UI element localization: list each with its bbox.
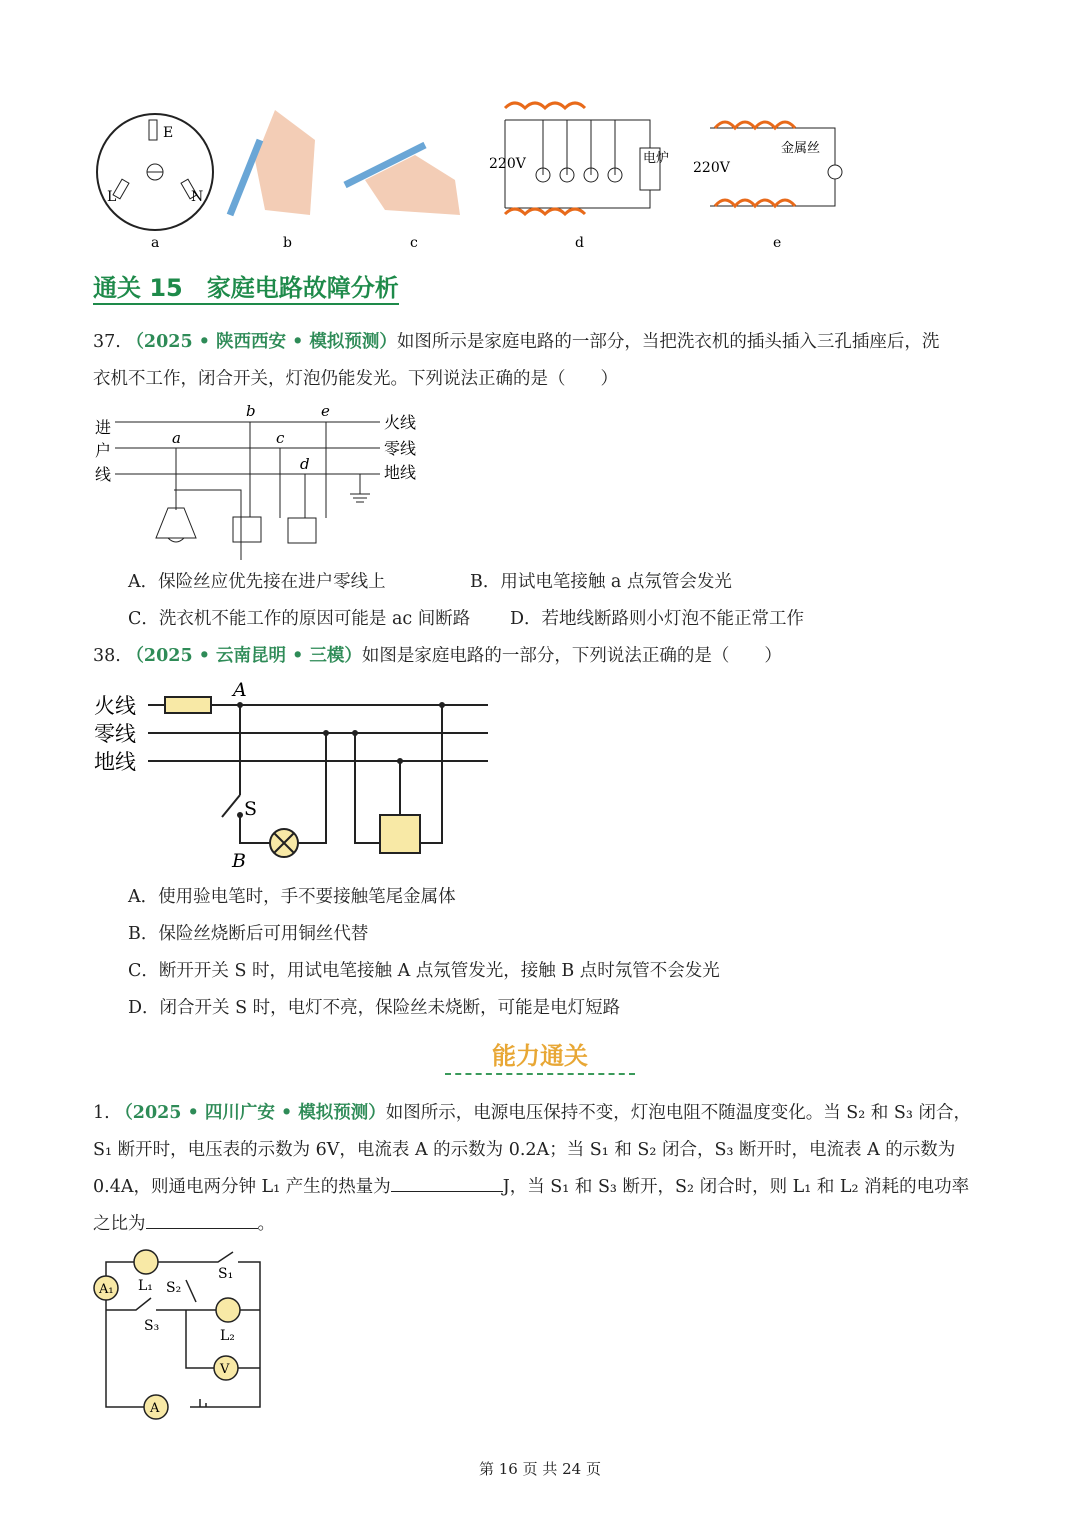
diagram-label: a <box>172 429 181 447</box>
diagram-label: 220V <box>489 156 526 172</box>
diagram-label: a <box>151 235 160 251</box>
diagram-shape <box>106 1252 260 1407</box>
diagram-shape <box>505 103 585 108</box>
diagram-label: S <box>244 798 258 820</box>
diagram-shape <box>439 702 445 708</box>
three-pin-socket <box>97 114 213 230</box>
section-title: 通关 15 家庭电路故障分析 <box>93 268 399 305</box>
diagram-label: S₁ <box>218 1266 234 1282</box>
diagram-shape <box>288 518 316 543</box>
diagram-label: E <box>163 125 174 141</box>
diagram-label: L₂ <box>220 1328 235 1344</box>
diagram-label: S₂ <box>166 1280 182 1296</box>
diagram-shape <box>148 697 488 857</box>
diagram-shape <box>233 517 261 542</box>
diagram-label: d <box>575 235 584 251</box>
diagram-label: 线 <box>95 465 112 484</box>
diagram-shape <box>165 697 211 713</box>
q38-option-c[interactable]: C．断开开关 S 时，用试电笔接触 A 点氖管发光，接触 B 点时氖管不会发光 <box>128 961 720 981</box>
diagram-shape <box>149 120 157 140</box>
diagram-shape <box>174 448 241 560</box>
diagram-label: A <box>150 1401 160 1416</box>
diagram-label: b <box>283 235 292 251</box>
heat-answer-blank[interactable] <box>391 1177 503 1192</box>
diagram-shape <box>115 422 380 560</box>
q37-line2: 衣机不工作，闭合开关，灯泡仍能发光。下列说法正确的是（ ） <box>93 369 618 389</box>
diagram-label: L <box>107 189 117 205</box>
diagram-label: A₁ <box>99 1282 114 1297</box>
diagram-shape <box>715 122 795 128</box>
diagram-label: 进 <box>95 418 112 437</box>
diagram-shape <box>216 1298 240 1322</box>
ability-section-title: 能力通关 <box>492 1042 588 1070</box>
test-pen-hand-c <box>345 145 460 215</box>
test-pen-hand-b <box>230 110 315 215</box>
q1-line4: 之比为 。 <box>93 1214 275 1234</box>
q38-option-b[interactable]: B．保险丝烧断后可用铜丝代替 <box>128 924 369 944</box>
diagram-shape <box>106 1252 260 1407</box>
circuit-d <box>505 103 660 214</box>
diagram-shape <box>237 812 243 818</box>
q37-option-d[interactable]: D．若地线断路则小灯泡不能正常工作 <box>510 609 805 629</box>
diagram-label: 地线 <box>384 463 417 482</box>
diagram-label: 火线 <box>384 413 417 432</box>
diagram-label: L₁ <box>138 1278 153 1294</box>
diagram-shape <box>828 165 842 179</box>
diagram-label: 地线 <box>94 750 136 774</box>
q1-circuit-diagram <box>88 1240 278 1430</box>
diagram-shape <box>350 474 370 502</box>
q37-option-b[interactable]: B．用试电笔接触 a 点氖管会发光 <box>470 572 732 592</box>
diagram-shape <box>230 140 260 215</box>
diagram-shape <box>237 702 243 708</box>
diagram-label: e <box>773 235 782 251</box>
diagram-shape <box>134 1250 158 1274</box>
diagram-shape <box>255 110 315 215</box>
q38-line: 38. （2025 • 云南昆明 • 三模）如图是家庭电路的一部分，下列说法正确的是（ ） <box>93 646 782 666</box>
q1-line3: 0.4A，则通电两分钟 L₁ 产生的热量为 J，当 S₁ 和 S₃ 断开，S₂ 闭合时，则 L₁ 和 L₂ 消耗的电功率 <box>93 1177 970 1197</box>
diagram-shape <box>380 815 420 853</box>
q1-line1: 1. （2025 • 四川广安 • 模拟预测）如图所示，电源电压保持不变，灯泡电阻不随温度变化。当 S₂ 和 S₃ 闭合， <box>93 1103 971 1123</box>
page-footer: 第 16 页 共 24 页 <box>478 1460 601 1478</box>
diagram-label: 电炉 <box>643 151 670 166</box>
diagram-label: 零线 <box>384 439 417 458</box>
diagram-label: N <box>191 189 204 205</box>
diagram-shape <box>168 538 184 542</box>
top-figure <box>85 100 855 260</box>
diagram-label: 户 <box>95 441 112 460</box>
diagram-label: e <box>321 402 330 420</box>
diagram-label: A <box>233 679 247 701</box>
power-ratio-answer-blank[interactable] <box>146 1214 258 1229</box>
diagram-label: c <box>276 429 285 447</box>
diagram-label: b <box>246 402 256 420</box>
diagram-shape <box>200 1399 206 1407</box>
diagram-shape <box>352 730 358 736</box>
diagram-shape <box>505 120 650 208</box>
diagram-shape <box>397 758 403 764</box>
diagram-shape <box>222 705 326 843</box>
q38-option-a[interactable]: A．使用验电笔时，手不要接触笔尾金属体 <box>128 887 456 907</box>
q37-line1: 37. （2025 • 陕西西安 • 模拟预测）如图所示是家庭电路的一部分，当把洗衣机的插头插入三孔插座后，洗 <box>93 332 940 352</box>
diagram-shape <box>543 120 615 175</box>
q37-circuit-diagram <box>90 400 440 560</box>
diagram-shape <box>505 209 585 214</box>
diagram-label: d <box>300 455 310 473</box>
diagram-label: c <box>410 235 418 251</box>
diagram-shape <box>156 508 196 538</box>
q38-circuit-diagram <box>90 675 510 875</box>
q37-option-c[interactable]: C．洗衣机不能工作的原因可能是 ac 间断路 <box>128 609 471 629</box>
q1-line2: S₁ 断开时，电压表的示数为 6V，电流表 A 的示数为 0.2A；当 S₁ 和 S₂ 闭合，S₃ 断开时，电流表 A 的示数为 <box>93 1140 956 1160</box>
diagram-shape <box>715 200 795 206</box>
diagram-label: 220V <box>693 160 730 176</box>
diagram-shape <box>186 1280 196 1302</box>
q37-option-a[interactable]: A．保险丝应优先接在进户零线上 <box>128 572 386 592</box>
q38-option-d[interactable]: D．闭合开关 S 时，电灯不亮，保险丝未烧断，可能是电灯短路 <box>128 998 621 1018</box>
diagram-label: 火线 <box>94 694 136 718</box>
diagram-shape <box>323 730 329 736</box>
diagram-label: S₃ <box>144 1318 160 1334</box>
diagram-label: 金属丝 <box>781 141 821 156</box>
ability-divider <box>445 1073 635 1075</box>
diagram-label: B <box>232 850 246 872</box>
diagram-label: 零线 <box>94 722 136 746</box>
diagram-label: V <box>220 1362 230 1377</box>
